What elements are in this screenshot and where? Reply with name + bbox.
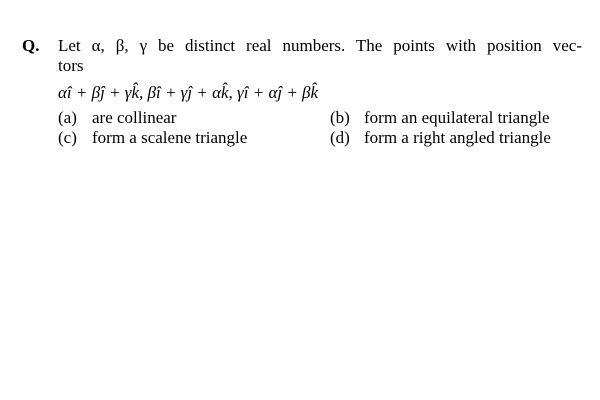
option-d-key: (d) xyxy=(330,128,350,147)
question-stem-line-2: tors xyxy=(58,56,84,75)
option-a-key: (a) xyxy=(58,108,77,127)
question-stem-line-1: Let α, β, γ be distinct real numbers. The points with position vec- xyxy=(58,36,582,55)
option-c-key: (c) xyxy=(58,128,77,147)
option-b[interactable] xyxy=(330,108,550,128)
option-c-text: form a scalene triangle xyxy=(92,128,248,147)
question-label: Q. xyxy=(22,36,40,55)
option-b-text: form an equilateral triangle xyxy=(364,108,550,127)
option-c[interactable] xyxy=(58,128,247,148)
position-vectors: αî + βĵ + γk̂, βî + γĵ + αk̂, γî + αĵ + βk̂ xyxy=(58,83,319,102)
option-a[interactable] xyxy=(58,108,176,128)
question-stem xyxy=(58,36,582,76)
option-d-text: form a right angled triangle xyxy=(364,128,551,147)
option-a-text: are collinear xyxy=(92,108,177,127)
option-b-key: (b) xyxy=(330,108,350,127)
option-d[interactable] xyxy=(330,128,551,148)
